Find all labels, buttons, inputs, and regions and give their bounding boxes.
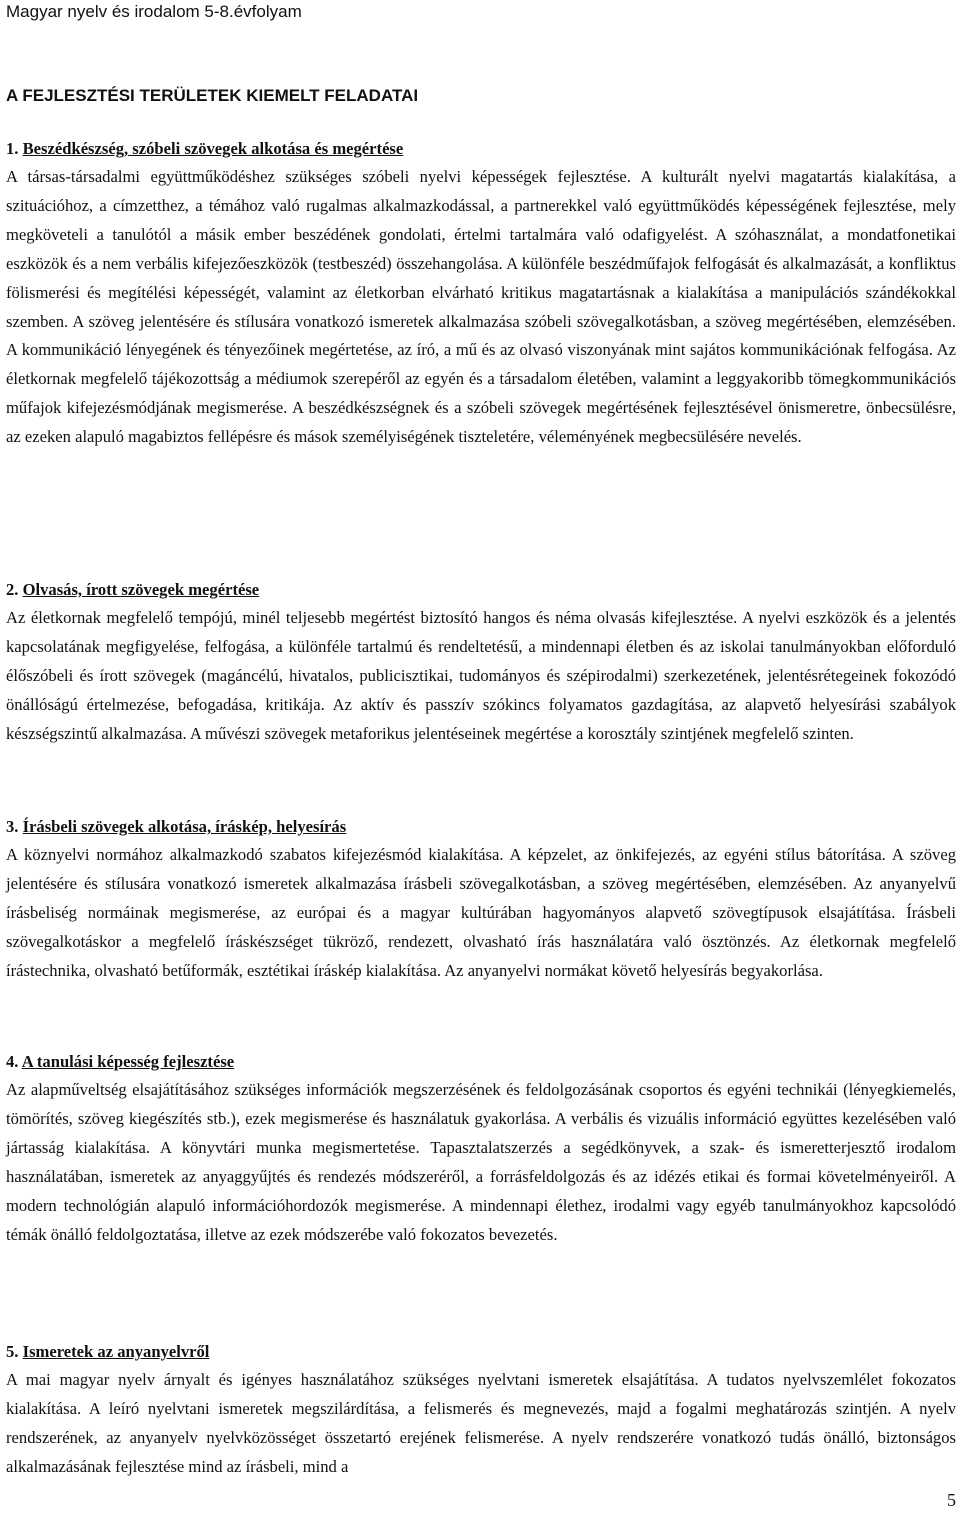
section-2 [6, 576, 956, 749]
section-body: Az életkornak megfelelő tempójú, minél teljesebb megértést biztosító hangos és néma olvasás kifejlesztése. A nyelvi eszközök és a jelentés kapcsolatának megfigyelése, felfogása, a különféle tartalmú és rendeltetésű, a mindennapi életben és az iskolai tanulmányokban előforduló élőszóbeli és írott szövegek (magáncélú, hivatalos, publicisztikai, tudományos és szépirodalmi) szerkezetének, jelentésrétegeinek fokozódó önállóságú értelmezése, befogadása, kritikája. Az aktív és passzív szókincs folyamatos gazdagítása, az alapvető helyesírási szabályok készségszintű alkalmazása. A művészi szövegek metaforikus jelentéseinek megértése a korosztály szintjének megfelelő szinten. [6, 608, 956, 743]
section-number: 3. [6, 817, 19, 836]
section-title: Ismeretek az anyanyelvről [22, 1342, 210, 1361]
section-heading [6, 135, 956, 163]
section-heading [6, 1338, 956, 1366]
section-body: A társas-társadalmi együttműködéshez szükséges szóbeli nyelvi képességek fejlesztése. A kulturált nyelvi magatartás kialakítása, a szituációhoz, a címzetthez, a témához való rugalmas alkalmazkodással, a partnerekkel való együttműködés képességének fejlesztése, mely megköveteli a tanulótól a másik ember beszédének gondolati, értelmi tartalmára való odafigyelést. A szóhasználat, a mondatfonetikai eszközök és a nem verbális kifejezőeszközök (testbeszéd) összehangolása. A különféle beszédműfajok felfogását és alkalmazását, a konfliktus fölismerési és megítélési képességét, valamint az életkorban elvárható kritikus magatartásnak a kialakítása a manipulációs szándékokkal szemben. A szöveg jelentésére és stílusára vonatkozó ismeretek alkalmazása szóbeli szövegalkotásban, a szöveg megértésében, elemzésében. A kommunikáció lényegének és tényezőinek megértetése, az író, a mű és az olvasó viszonyának mint sajátos kommunikációnak felfogása. Az életkornak megfelelő tájékozottság a médiumok szerepéről az egyén és a társadalom életében, valamint a leggyakoribb tömegkommunikációs műfajok kifejezésmódjának megismerése. A beszédkészségnek és a szóbeli szövegek megértésének fejlesztésével önismeretre, önbecsülésre, az ezeken alapuló magabiztos fellépésre és mások személyiségének tiszteletére, véleményének megbecsülésére nevelés. [6, 167, 956, 447]
section-body: Az alapműveltség elsajátításához szükséges információk megszerzésének és feldolgozásának csoportos és egyéni technikái (lényegkiemelés, tömörítés, szöveg kiegészítés stb.), ezek megismerése és használatuk gyakorlása. A verbális és vizuális információ együttes kezelésében való jártasság kialakítása. A könyvtári munka megismertetése. Tapasztalatszerzés a segédkönyvek, a szak- és ismeretterjesztő irodalom használatában, ismeretek az anyaggyűjtés és rendezés módszeréről, a forrásfeldolgozás és az idézés etikai és formai követelményeiről. A modern technológián alapuló információhordozók megismerése. A mindennapi élethez, irodalmi vagy egyéb tanulmányokhoz kapcsolódó témák önálló feldolgoztatása, illetve az ezek módszerébe való fokozatos bevezetés. [6, 1080, 956, 1244]
section-1 [6, 135, 956, 452]
section-title: Olvasás, írott szövegek megértése [22, 580, 260, 599]
page-header: Magyar nyelv és irodalom 5-8.évfolyam [6, 2, 302, 21]
section-number: 2. [6, 580, 19, 599]
section-number: 5. [6, 1342, 19, 1361]
section-heading [6, 576, 956, 604]
section-heading [6, 1048, 956, 1076]
section-heading [6, 813, 956, 841]
section-title: Beszédkészség, szóbeli szövegek alkotása és megértése [22, 139, 404, 158]
main-title: A FEJLESZTÉSI TERÜLETEK KIEMELT FELADATAI [6, 86, 419, 105]
section-number: 1. [6, 139, 19, 158]
section-4 [6, 1048, 956, 1249]
section-body: A köznyelvi normához alkalmazkodó szabatos kifejezésmód kialakítása. A képzelet, az önkifejezés, az egyéni stílus bátorítása. A szöveg jelentésére és stílusára vonatkozó ismeretek alkalmazása írásbeli szövegalkotásban, a szöveg megértésében, elemzésében. Az anyanyelvű írásbeliség normáinak megismerése, az európai és a magyar kultúrában hagyományos alapvető szövegtípusok elsajátítása. Írásbeli szövegalkotáskor a megfelelő íráskészséget tükröző, rendezett, olvasható írás használatára való ösztönzés. Az életkornak megfelelő írástechnika, olvasható betűformák, esztétikai íráskép kialakítása. Az anyanyelvi normákat követő helyesírás begyakorlása. [6, 845, 956, 980]
section-5 [6, 1338, 956, 1482]
section-title: Írásbeli szövegek alkotása, íráskép, helyesírás [22, 817, 347, 836]
section-number: 4. [6, 1052, 19, 1071]
section-title: A tanulási képesség fejlesztése [21, 1052, 235, 1071]
section-body: A mai magyar nyelv árnyalt és igényes használatához szükséges nyelvtani ismeretek elsajátítása. A tudatos nyelvszemlélet fokozatos kialakítása. A leíró nyelvtani ismeretek megszilárdítása, a felismerés és megnevezés, majd a fogalmi meghatározás szintjén. A nyelv rendszerének, az anyanyelv nyelvközösséget összetartó erejének felismerése. A nyelv rendszerére vonatkozó tudás önálló, biztonságos alkalmazásának fejlesztése mind az írásbeli, mind a [6, 1370, 956, 1476]
section-3 [6, 813, 956, 986]
page-number: 5 [947, 1490, 956, 1510]
